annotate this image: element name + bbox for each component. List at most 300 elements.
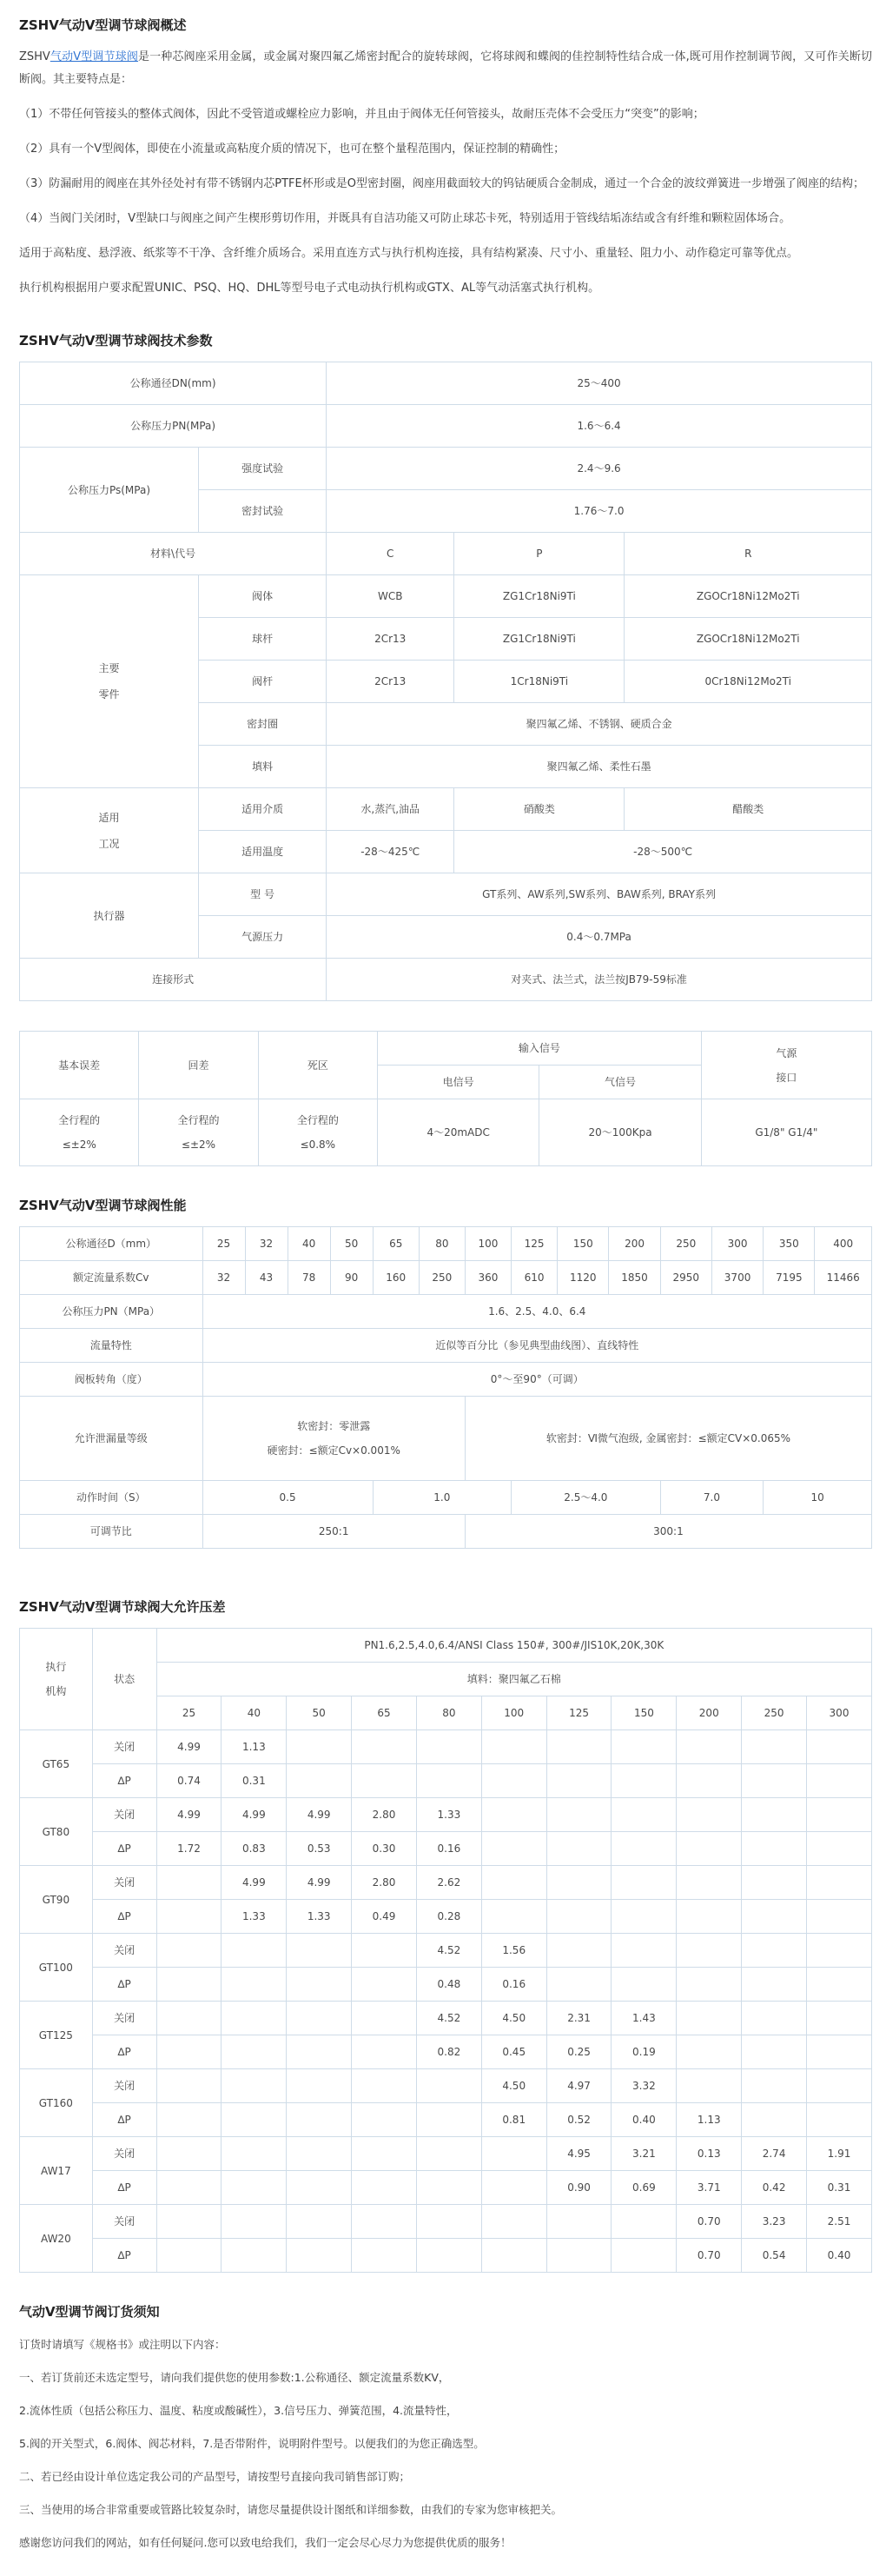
diff-closed-value: 4.52 [416, 1934, 481, 1968]
material-code-r: R [625, 533, 872, 575]
table-row [20, 2103, 872, 2137]
diff-dp-value [546, 2239, 612, 2273]
diff-closed-value: 4.95 [546, 2137, 612, 2171]
stem-r: 0Cr18Ni12Mo2Ti [625, 661, 872, 703]
diff-dp-value [742, 1832, 807, 1866]
diff-dp-value: 1.33 [287, 1900, 352, 1934]
connection-value: 对夹式、法兰式，法兰按JB79-59标准 [327, 959, 872, 1001]
perf-time-value-5: 10 [764, 1481, 872, 1515]
diff-closed-value: 1.56 [481, 1934, 546, 1968]
table-row [20, 959, 872, 1001]
perf-dn-value: 200 [609, 1227, 660, 1261]
hysteresis-value-line1: 全行程的 [177, 1114, 220, 1126]
diff-closed-value: 2.80 [352, 1798, 417, 1832]
material-code-p: P [454, 533, 625, 575]
diff-closed-value [677, 1866, 742, 1900]
diff-size-header: 300 [807, 1696, 872, 1730]
diff-closed-value [742, 1934, 807, 1968]
diff-closed-value: 4.99 [287, 1798, 352, 1832]
diff-dp-value [287, 1764, 352, 1798]
diff-dp-value: 3.71 [677, 2171, 742, 2205]
table-row [20, 1481, 872, 1515]
perf-cv-value: 11466 [815, 1261, 872, 1295]
diff-dp-value: 1.72 [156, 1832, 222, 1866]
basic-error-header: 基本误差 [20, 1032, 139, 1099]
diff-closed-value [677, 1934, 742, 1968]
diff-dp-value [287, 2239, 352, 2273]
perf-pn-value: 1.6、2.5、4.0、6.4 [202, 1295, 871, 1329]
condition-label-line2: 工况 [98, 837, 120, 850]
diff-dp-value [156, 2171, 222, 2205]
diff-dp-value: 1.33 [222, 1900, 287, 1934]
table-row [20, 1099, 872, 1166]
table-row [20, 405, 872, 448]
diff-dp-value [546, 1832, 612, 1866]
ps-seal-label: 密封试验 [199, 490, 327, 533]
product-inline-link[interactable]: 气动V型调节球阀 [50, 50, 138, 63]
diff-dp-value [287, 2171, 352, 2205]
diff-dp-value [677, 1764, 742, 1798]
diff-dp-value [807, 1968, 872, 2002]
order-lead: 订货时请填写《规格书》或注明以下内容： [19, 2338, 226, 2351]
diff-dp-value: 0.31 [222, 1764, 287, 1798]
diff-dp-value: 0.16 [416, 1832, 481, 1866]
diff-size-header: 250 [742, 1696, 807, 1730]
diff-dp-value: 0.16 [481, 1968, 546, 2002]
diff-dp-value [677, 2035, 742, 2069]
diff-closed-value [156, 1866, 222, 1900]
diff-closed-value [222, 2205, 287, 2239]
diff-closed-value [546, 1730, 612, 1764]
diff-state-closed: 关闭 [92, 1934, 156, 1968]
diff-dp-value [416, 2171, 481, 2205]
diff-closed-value [416, 2069, 481, 2103]
diff-closed-value [222, 2002, 287, 2035]
diff-spec-line: PN1.6,2.5,4.0,6.4/ANSI Class 150#, 300#/JIS10K,20K,30K [156, 1629, 871, 1663]
order-heading: 气动V型调节阀订货须知 [19, 2304, 160, 2320]
diff-actuator-name: GT90 [20, 1866, 93, 1934]
diff-closed-value [742, 1730, 807, 1764]
diff-actuator-label-line1: 执行 [45, 1661, 67, 1673]
table-row [20, 1968, 872, 2002]
ps-strength-label: 强度试验 [199, 448, 327, 490]
table-row [20, 1730, 872, 1764]
diff-closed-value: 1.43 [612, 2002, 677, 2035]
diff-closed-value: 4.50 [481, 2069, 546, 2103]
diff-closed-value [222, 2069, 287, 2103]
diff-dp-value [677, 1900, 742, 1934]
diff-closed-value [742, 2069, 807, 2103]
diff-dp-value: 0.53 [287, 1832, 352, 1866]
medium-value-3: 醋酸类 [625, 788, 872, 831]
perf-dn-value: 350 [764, 1227, 815, 1261]
diff-closed-value [481, 2205, 546, 2239]
perf-leak-soft-line2: 硬密封：≤额定Cv×0.001% [267, 1444, 400, 1457]
table-row [20, 2171, 872, 2205]
diff-closed-value [287, 2205, 352, 2239]
diff-dp-value [546, 1968, 612, 2002]
pn-value: 1.6～6.4 [327, 405, 872, 448]
diff-dp-value [612, 1900, 677, 1934]
table-row [20, 448, 872, 490]
diff-state-dp: ∆P [92, 1968, 156, 2002]
diff-closed-value [156, 2205, 222, 2239]
table-row [20, 1397, 872, 1481]
diff-closed-value: 4.99 [222, 1866, 287, 1900]
diff-closed-value: 3.21 [612, 2137, 677, 2171]
diff-pressure-heading: ZSHV气动V型调节球阀大允许压差 [19, 1599, 226, 1615]
perf-ratio-label: 可调节比 [20, 1515, 203, 1549]
pneumatic-signal-value: 20～100Kpa [539, 1099, 701, 1166]
feature-paragraph-2: （2）具有一个V型阀体，即使在小流量或高粘度介质的情况下，也可在整个量程范围内，保证控制的精确性； [19, 143, 565, 156]
air-source-value: G1/8" G1/4" [701, 1099, 871, 1166]
medium-label: 适用介质 [199, 788, 327, 831]
diff-dp-value [742, 2103, 807, 2137]
perf-dn-value: 40 [288, 1227, 330, 1261]
ball-stem-r: ZGOCr18Ni12Mo2Ti [625, 618, 872, 661]
perf-leak-right: 软密封：Ⅵ微气泡级, 金属密封：≤额定CV×0.065% [465, 1397, 871, 1481]
dead-zone-value [258, 1099, 377, 1166]
perf-dn-value: 150 [558, 1227, 609, 1261]
overview-intro-paragraph [19, 46, 872, 91]
diff-dp-value [546, 1764, 612, 1798]
diff-state-dp: ∆P [92, 1764, 156, 1798]
table-row [20, 362, 872, 405]
diff-closed-value: 3.23 [742, 2205, 807, 2239]
diff-dp-value: 0.81 [481, 2103, 546, 2137]
pneumatic-signal-header: 气信号 [539, 1066, 701, 1099]
table-row [20, 1363, 872, 1397]
diff-state-dp: ∆P [92, 2171, 156, 2205]
table-row [20, 1629, 872, 1663]
table-row [20, 1832, 872, 1866]
diff-dp-value [481, 1764, 546, 1798]
perf-angle-value: 0°～至90°（可调） [202, 1363, 871, 1397]
table-row [20, 1329, 872, 1363]
diff-closed-value: 4.99 [222, 1798, 287, 1832]
diff-dp-value [222, 2103, 287, 2137]
diff-actuator-name: GT65 [20, 1730, 93, 1798]
diff-closed-value [156, 2069, 222, 2103]
table-row [20, 1032, 872, 1066]
diff-dp-value [222, 2239, 287, 2273]
table-row [20, 1866, 872, 1900]
perf-dn-value: 25 [202, 1227, 245, 1261]
diff-dp-value: 0.83 [222, 1832, 287, 1866]
diff-size-header: 200 [677, 1696, 742, 1730]
table-row [20, 788, 872, 831]
diff-dp-value: 0.49 [352, 1900, 417, 1934]
diff-dp-value: 0.69 [612, 2171, 677, 2205]
diff-dp-value [222, 2171, 287, 2205]
diff-dp-value: 0.28 [416, 1900, 481, 1934]
perf-time-value-4: 7.0 [660, 1481, 764, 1515]
diff-size-header: 50 [287, 1696, 352, 1730]
perf-dn-label: 公称通径D（mm） [20, 1227, 203, 1261]
material-code-c: C [327, 533, 454, 575]
diff-size-header: 80 [416, 1696, 481, 1730]
hysteresis-value-line2: ≤±2% [181, 1139, 216, 1151]
diff-closed-value: 0.70 [677, 2205, 742, 2239]
perf-dn-value: 80 [419, 1227, 465, 1261]
perf-cv-value: 43 [245, 1261, 288, 1295]
diff-dp-value [807, 1764, 872, 1798]
table-row [20, 873, 872, 916]
perf-dn-value: 50 [330, 1227, 373, 1261]
diff-closed-value [481, 1798, 546, 1832]
electric-signal-value: 4～20mADC [377, 1099, 539, 1166]
diff-state-dp: ∆P [92, 1900, 156, 1934]
diff-closed-value: 2.62 [416, 1866, 481, 1900]
air-source-header-line2: 接口 [776, 1071, 797, 1084]
diff-closed-value [481, 2137, 546, 2171]
diff-closed-value [416, 1730, 481, 1764]
perf-leak-soft [202, 1397, 465, 1481]
stem-label: 阀杆 [199, 661, 327, 703]
diff-state-dp: ∆P [92, 2239, 156, 2273]
diff-closed-value [222, 1934, 287, 1968]
order-note-3: 5.阀的开关型式，6.阀体、阀芯材料，7.是否带附件，说明附件型号。以便我们的为您正确选型。 [19, 2437, 485, 2450]
diff-dp-value: 0.54 [742, 2239, 807, 2273]
diff-dp-value: 1.13 [677, 2103, 742, 2137]
diff-dp-value [156, 2239, 222, 2273]
table-row [20, 1295, 872, 1329]
diff-dp-value [546, 1900, 612, 1934]
diff-closed-value [287, 2002, 352, 2035]
perf-ratio-right: 300:1 [465, 1515, 871, 1549]
diff-closed-value [287, 1934, 352, 1968]
diff-dp-value [677, 1968, 742, 2002]
product-page [0, 16, 886, 2576]
diff-closed-value: 4.97 [546, 2069, 612, 2103]
diff-dp-value [742, 1968, 807, 2002]
diff-dp-value: 0.45 [481, 2035, 546, 2069]
table-row [20, 2002, 872, 2035]
diff-dp-value [612, 1764, 677, 1798]
basic-error-value [20, 1099, 139, 1166]
diff-closed-value: 1.33 [416, 1798, 481, 1832]
body-p: ZG1Cr18Ni9Ti [454, 575, 625, 618]
ball-stem-c: 2Cr13 [327, 618, 454, 661]
input-signal-header: 输入信号 [377, 1032, 701, 1066]
table-row [20, 1798, 872, 1832]
perf-leak-label: 允许泄漏量等级 [20, 1397, 203, 1481]
temperature-value-2: -28～500℃ [454, 831, 872, 873]
diff-state-label: 状态 [92, 1629, 156, 1730]
feature-paragraph-1: （1）不带任何管接头的整体式阀体，因此不受管道或螺栓应力影响，并且由于阀体无任何管接头，故耐压壳体不会受压力“突变”的影响； [19, 108, 704, 121]
diff-dp-value [807, 2035, 872, 2069]
diff-closed-value: 2.74 [742, 2137, 807, 2171]
ball-stem-p: ZG1Cr18Ni9Ti [454, 618, 625, 661]
diff-dp-value [416, 2239, 481, 2273]
main-parts-label-line2: 零件 [98, 688, 120, 700]
diff-dp-value [352, 1764, 417, 1798]
body-label: 阀体 [199, 575, 327, 618]
dn-label: 公称通径DN(mm) [20, 362, 327, 405]
diff-closed-value: 3.32 [612, 2069, 677, 2103]
table-row [20, 1900, 872, 1934]
diff-closed-value: 4.52 [416, 2002, 481, 2035]
diff-dp-value [352, 1968, 417, 2002]
diff-state-dp: ∆P [92, 2103, 156, 2137]
diff-closed-value [677, 1798, 742, 1832]
diff-size-header: 125 [546, 1696, 612, 1730]
diff-closed-value [352, 2069, 417, 2103]
diff-closed-value: 1.91 [807, 2137, 872, 2171]
perf-time-value-2: 1.0 [373, 1481, 511, 1515]
diff-dp-value [742, 1900, 807, 1934]
stem-p: 1Cr18Ni9Ti [454, 661, 625, 703]
table-row [20, 1934, 872, 1968]
diff-dp-value: 0.52 [546, 2103, 612, 2137]
overview-heading: ZSHV气动V型调节球阀概述 [19, 17, 187, 33]
diff-dp-value [742, 1764, 807, 1798]
diff-closed-value [612, 1866, 677, 1900]
perf-cv-value: 1850 [609, 1261, 660, 1295]
diff-dp-value: 0.40 [612, 2103, 677, 2137]
diff-dp-value [416, 2103, 481, 2137]
diff-closed-value [546, 2205, 612, 2239]
seal-ring-value: 聚四氟乙烯、不锈钢、硬质合金 [327, 703, 872, 746]
model-value: GT系列、AW系列,SW系列、BAW系列, BRAY系列 [327, 873, 872, 916]
diff-dp-value [287, 2035, 352, 2069]
diff-closed-value [677, 2002, 742, 2035]
diff-closed-value: 2.31 [546, 2002, 612, 2035]
table-row [20, 1764, 872, 1798]
order-note-4: 二、若已经由设计单位选定我公司的产品型号，请按型号直接向我司销售部订购； [19, 2470, 411, 2483]
hysteresis-value [139, 1099, 258, 1166]
diff-closed-value [677, 2069, 742, 2103]
perf-time-label: 动作时间（S） [20, 1481, 203, 1515]
diff-closed-value: 0.13 [677, 2137, 742, 2171]
perf-cv-value: 160 [373, 1261, 419, 1295]
diff-dp-value [156, 2103, 222, 2137]
perf-cv-value: 360 [465, 1261, 511, 1295]
perf-time-value-1: 0.5 [202, 1481, 373, 1515]
diff-dp-value [352, 2035, 417, 2069]
diff-dp-value [416, 1764, 481, 1798]
diff-dp-value [612, 1968, 677, 2002]
diff-closed-value: 4.99 [287, 1866, 352, 1900]
perf-cv-value: 610 [512, 1261, 558, 1295]
signal-spec-table [19, 1031, 872, 1166]
table-row [20, 2205, 872, 2239]
order-note-6: 感谢您访问我们的网站，如有任何疑问.您可以致电给我们，我们一定会尽心尽力为您提供优质的服务！ [19, 2536, 512, 2549]
medium-value-1: 水,蒸汽,油品 [327, 788, 454, 831]
diff-state-dp: ∆P [92, 1832, 156, 1866]
diff-closed-value [352, 2137, 417, 2171]
body-c: WCB [327, 575, 454, 618]
table-row [20, 2035, 872, 2069]
diff-size-header: 100 [481, 1696, 546, 1730]
pn-label: 公称压力PN(MPa) [20, 405, 327, 448]
diff-dp-value: 0.82 [416, 2035, 481, 2069]
diff-size-header: 25 [156, 1696, 222, 1730]
diff-closed-value: 4.99 [156, 1798, 222, 1832]
table-row [20, 1261, 872, 1295]
diff-dp-value: 0.42 [742, 2171, 807, 2205]
dn-value: 25～400 [327, 362, 872, 405]
perf-ratio-left: 250:1 [202, 1515, 465, 1549]
diff-dp-value [481, 1900, 546, 1934]
diff-state-closed: 关闭 [92, 2069, 156, 2103]
diff-closed-value [287, 2069, 352, 2103]
diff-closed-value: 4.99 [156, 1730, 222, 1764]
perf-dn-value: 300 [711, 1227, 763, 1261]
diff-dp-value [807, 1832, 872, 1866]
diff-closed-value [807, 1866, 872, 1900]
diff-actuator-name: GT160 [20, 2069, 93, 2137]
perf-dn-value: 32 [245, 1227, 288, 1261]
perf-cv-value: 32 [202, 1261, 245, 1295]
diff-actuator-name: GT100 [20, 1934, 93, 2002]
dead-zone-value-line1: 全行程的 [296, 1114, 339, 1126]
table-row [20, 1227, 872, 1261]
diff-closed-value [742, 1798, 807, 1832]
diff-closed-value [352, 1934, 417, 1968]
diff-closed-value: 2.51 [807, 2205, 872, 2239]
diff-closed-value: 2.80 [352, 1866, 417, 1900]
packing-label: 填料 [199, 746, 327, 788]
perf-time-value-3: 2.5～4.0 [512, 1481, 661, 1515]
diff-actuator-label-line2: 机构 [45, 1685, 67, 1697]
diff-dp-value: 0.19 [612, 2035, 677, 2069]
ball-stem-label: 球杆 [199, 618, 327, 661]
diff-dp-value [677, 1832, 742, 1866]
diff-closed-value [481, 1866, 546, 1900]
diff-state-closed: 关闭 [92, 1866, 156, 1900]
feature-paragraph-4: （4）当阀门关闭时，V型缺口与阀座之间产生楔形剪切作用，并既具有自洁功能又可防止球芯卡死，特别适用于管线结垢冻结或含有纤维和颗粒固体场合。 [19, 212, 791, 225]
dead-zone-value-line2: ≤0.8% [300, 1139, 336, 1151]
perf-cv-value: 78 [288, 1261, 330, 1295]
diff-dp-value [156, 1900, 222, 1934]
diff-size-header: 40 [222, 1696, 287, 1730]
diff-closed-value [287, 1730, 352, 1764]
diff-dp-value: 0.48 [416, 1968, 481, 2002]
ps-strength-value: 2.4～9.6 [327, 448, 872, 490]
model-label: 型 号 [199, 873, 327, 916]
diff-closed-value [807, 2002, 872, 2035]
electric-signal-header: 电信号 [377, 1066, 539, 1099]
packing-value: 聚四氟乙烯、柔性石墨 [327, 746, 872, 788]
diff-dp-value [612, 1832, 677, 1866]
air-pressure-value: 0.4～0.7MPa [327, 916, 872, 959]
diff-closed-value [612, 1934, 677, 1968]
diff-dp-value [612, 2239, 677, 2273]
ps-seal-value: 1.76～7.0 [327, 490, 872, 533]
diff-actuator-name: AW17 [20, 2137, 93, 2205]
diff-dp-value [807, 1900, 872, 1934]
intro-prefix: ZSHV [19, 50, 50, 63]
diff-state-closed: 关闭 [92, 2002, 156, 2035]
body-r: ZGOCr18Ni12Mo2Ti [625, 575, 872, 618]
diff-dp-value [352, 2171, 417, 2205]
dead-zone-header: 死区 [258, 1032, 377, 1099]
perf-leak-soft-line1: 软密封：零泄露 [297, 1420, 371, 1432]
table-row [20, 575, 872, 618]
diff-dp-value: 0.40 [807, 2239, 872, 2273]
perf-dn-value: 100 [465, 1227, 511, 1261]
main-parts-label [20, 575, 199, 788]
perf-cv-value: 3700 [711, 1261, 763, 1295]
basic-error-value-line2: ≤±2% [62, 1139, 96, 1151]
perf-cv-label: 额定流量系数Cv [20, 1261, 203, 1295]
condition-label-line1: 适用 [98, 811, 120, 824]
table-row [20, 2069, 872, 2103]
stem-c: 2Cr13 [327, 661, 454, 703]
diff-state-closed: 关闭 [92, 2137, 156, 2171]
tech-params-table [19, 362, 872, 1001]
